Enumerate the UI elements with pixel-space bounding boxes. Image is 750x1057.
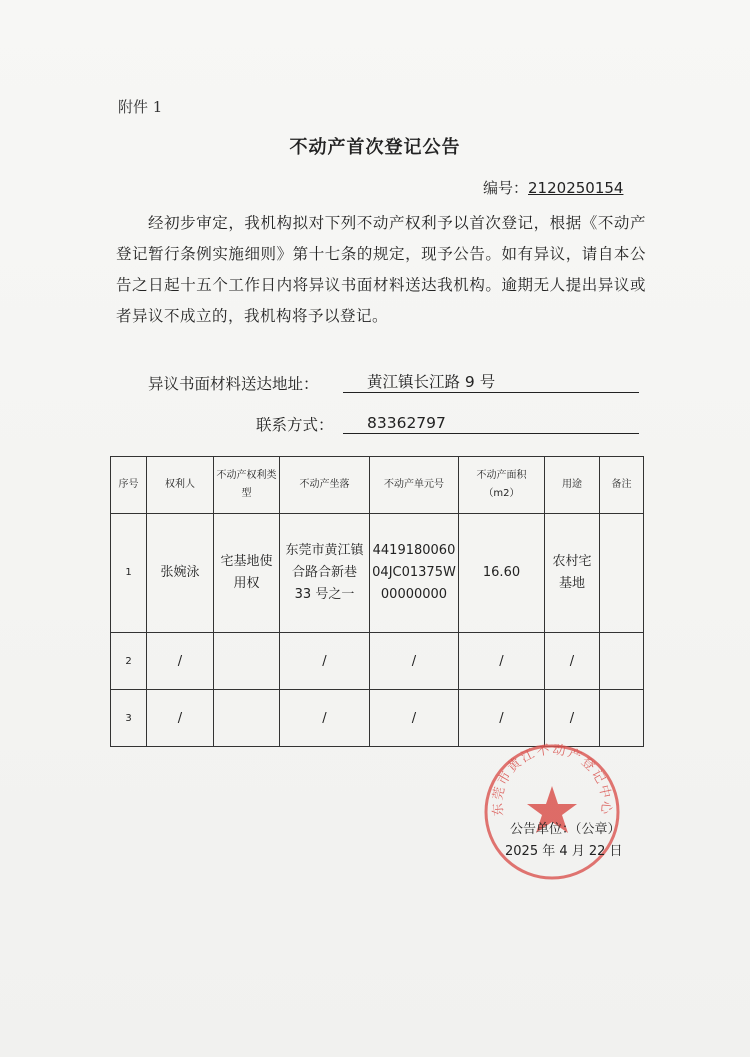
announcing-unit: 公告单位：（公章） <box>510 822 621 837</box>
seal-text: 东莞市黄江不动产登记中心 <box>490 742 614 817</box>
contact-value: 83362797 <box>343 413 639 434</box>
announcement-date: 2025 年 4 月 22 日 <box>505 844 623 859</box>
table-cell: / <box>370 690 459 747</box>
header-cell: 用途 <box>545 457 600 514</box>
header-cell: 不动产单元号 <box>370 457 459 514</box>
table-row <box>111 690 644 747</box>
table-cell <box>600 633 644 690</box>
header-cell: 不动产面积（m2） <box>459 457 545 514</box>
attachment-label: 附件 1 <box>118 98 163 116</box>
table-cell: / <box>545 690 600 747</box>
table-cell: / <box>459 690 545 747</box>
header-cell: 不动产坐落 <box>280 457 370 514</box>
page-title: 不动产首次登记公告 <box>289 137 461 158</box>
table-row <box>111 514 644 633</box>
serial-label: 编号： <box>483 179 529 197</box>
table-cell: 宅基地使用权 <box>214 514 280 633</box>
table-row <box>111 633 644 690</box>
contact-label: 联系方式： <box>256 416 334 434</box>
table-cell <box>214 633 280 690</box>
table-cell: 16.60 <box>459 514 545 633</box>
notice-paragraph: 经初步审定，我机构拟对下列不动产权利予以首次登记，根据《不动产登记暂行条例实施细则》第十七条的规定，现予公告。如有异议，请自本公告之日起十五个工作日内将异议书面材料送达我机构。逾期无人提出异议或者异议不成立的，我机构将予以登记。 <box>116 214 646 325</box>
serial-value: 2120250154 <box>528 179 624 197</box>
header-cell: 备注 <box>600 457 644 514</box>
objection-address-value: 黄江镇长江路 9 号 <box>343 372 639 393</box>
header-cell: 不动产权利类型 <box>214 457 280 514</box>
table-cell: 张婉泳 <box>147 514 214 633</box>
table-header-row <box>111 457 644 514</box>
objection-address-label: 异议书面材料送达地址： <box>148 375 319 393</box>
table-cell: / <box>459 633 545 690</box>
table-cell: 441918006004JC01375W00000000 <box>370 514 459 633</box>
table-cell: / <box>280 633 370 690</box>
official-seal <box>482 742 622 882</box>
serial-number <box>483 177 623 198</box>
table-cell: / <box>370 633 459 690</box>
table-cell: 2 <box>111 633 147 690</box>
table-cell: 3 <box>111 690 147 747</box>
objection-address <box>148 372 496 394</box>
table-cell <box>214 690 280 747</box>
header-cell: 序号 <box>111 457 147 514</box>
table-cell: 东莞市黄江镇合路合新巷 33 号之一 <box>280 514 370 633</box>
table-cell: / <box>280 690 370 747</box>
table-cell: / <box>147 690 214 747</box>
table-cell: 1 <box>111 514 147 633</box>
contact-info <box>256 413 446 435</box>
table-cell: / <box>545 633 600 690</box>
header-cell: 权利人 <box>147 457 214 514</box>
table-cell: / <box>147 633 214 690</box>
table-cell: 农村宅基地 <box>545 514 600 633</box>
table-cell <box>600 514 644 633</box>
table-cell <box>600 690 644 747</box>
registration-table <box>110 456 644 747</box>
